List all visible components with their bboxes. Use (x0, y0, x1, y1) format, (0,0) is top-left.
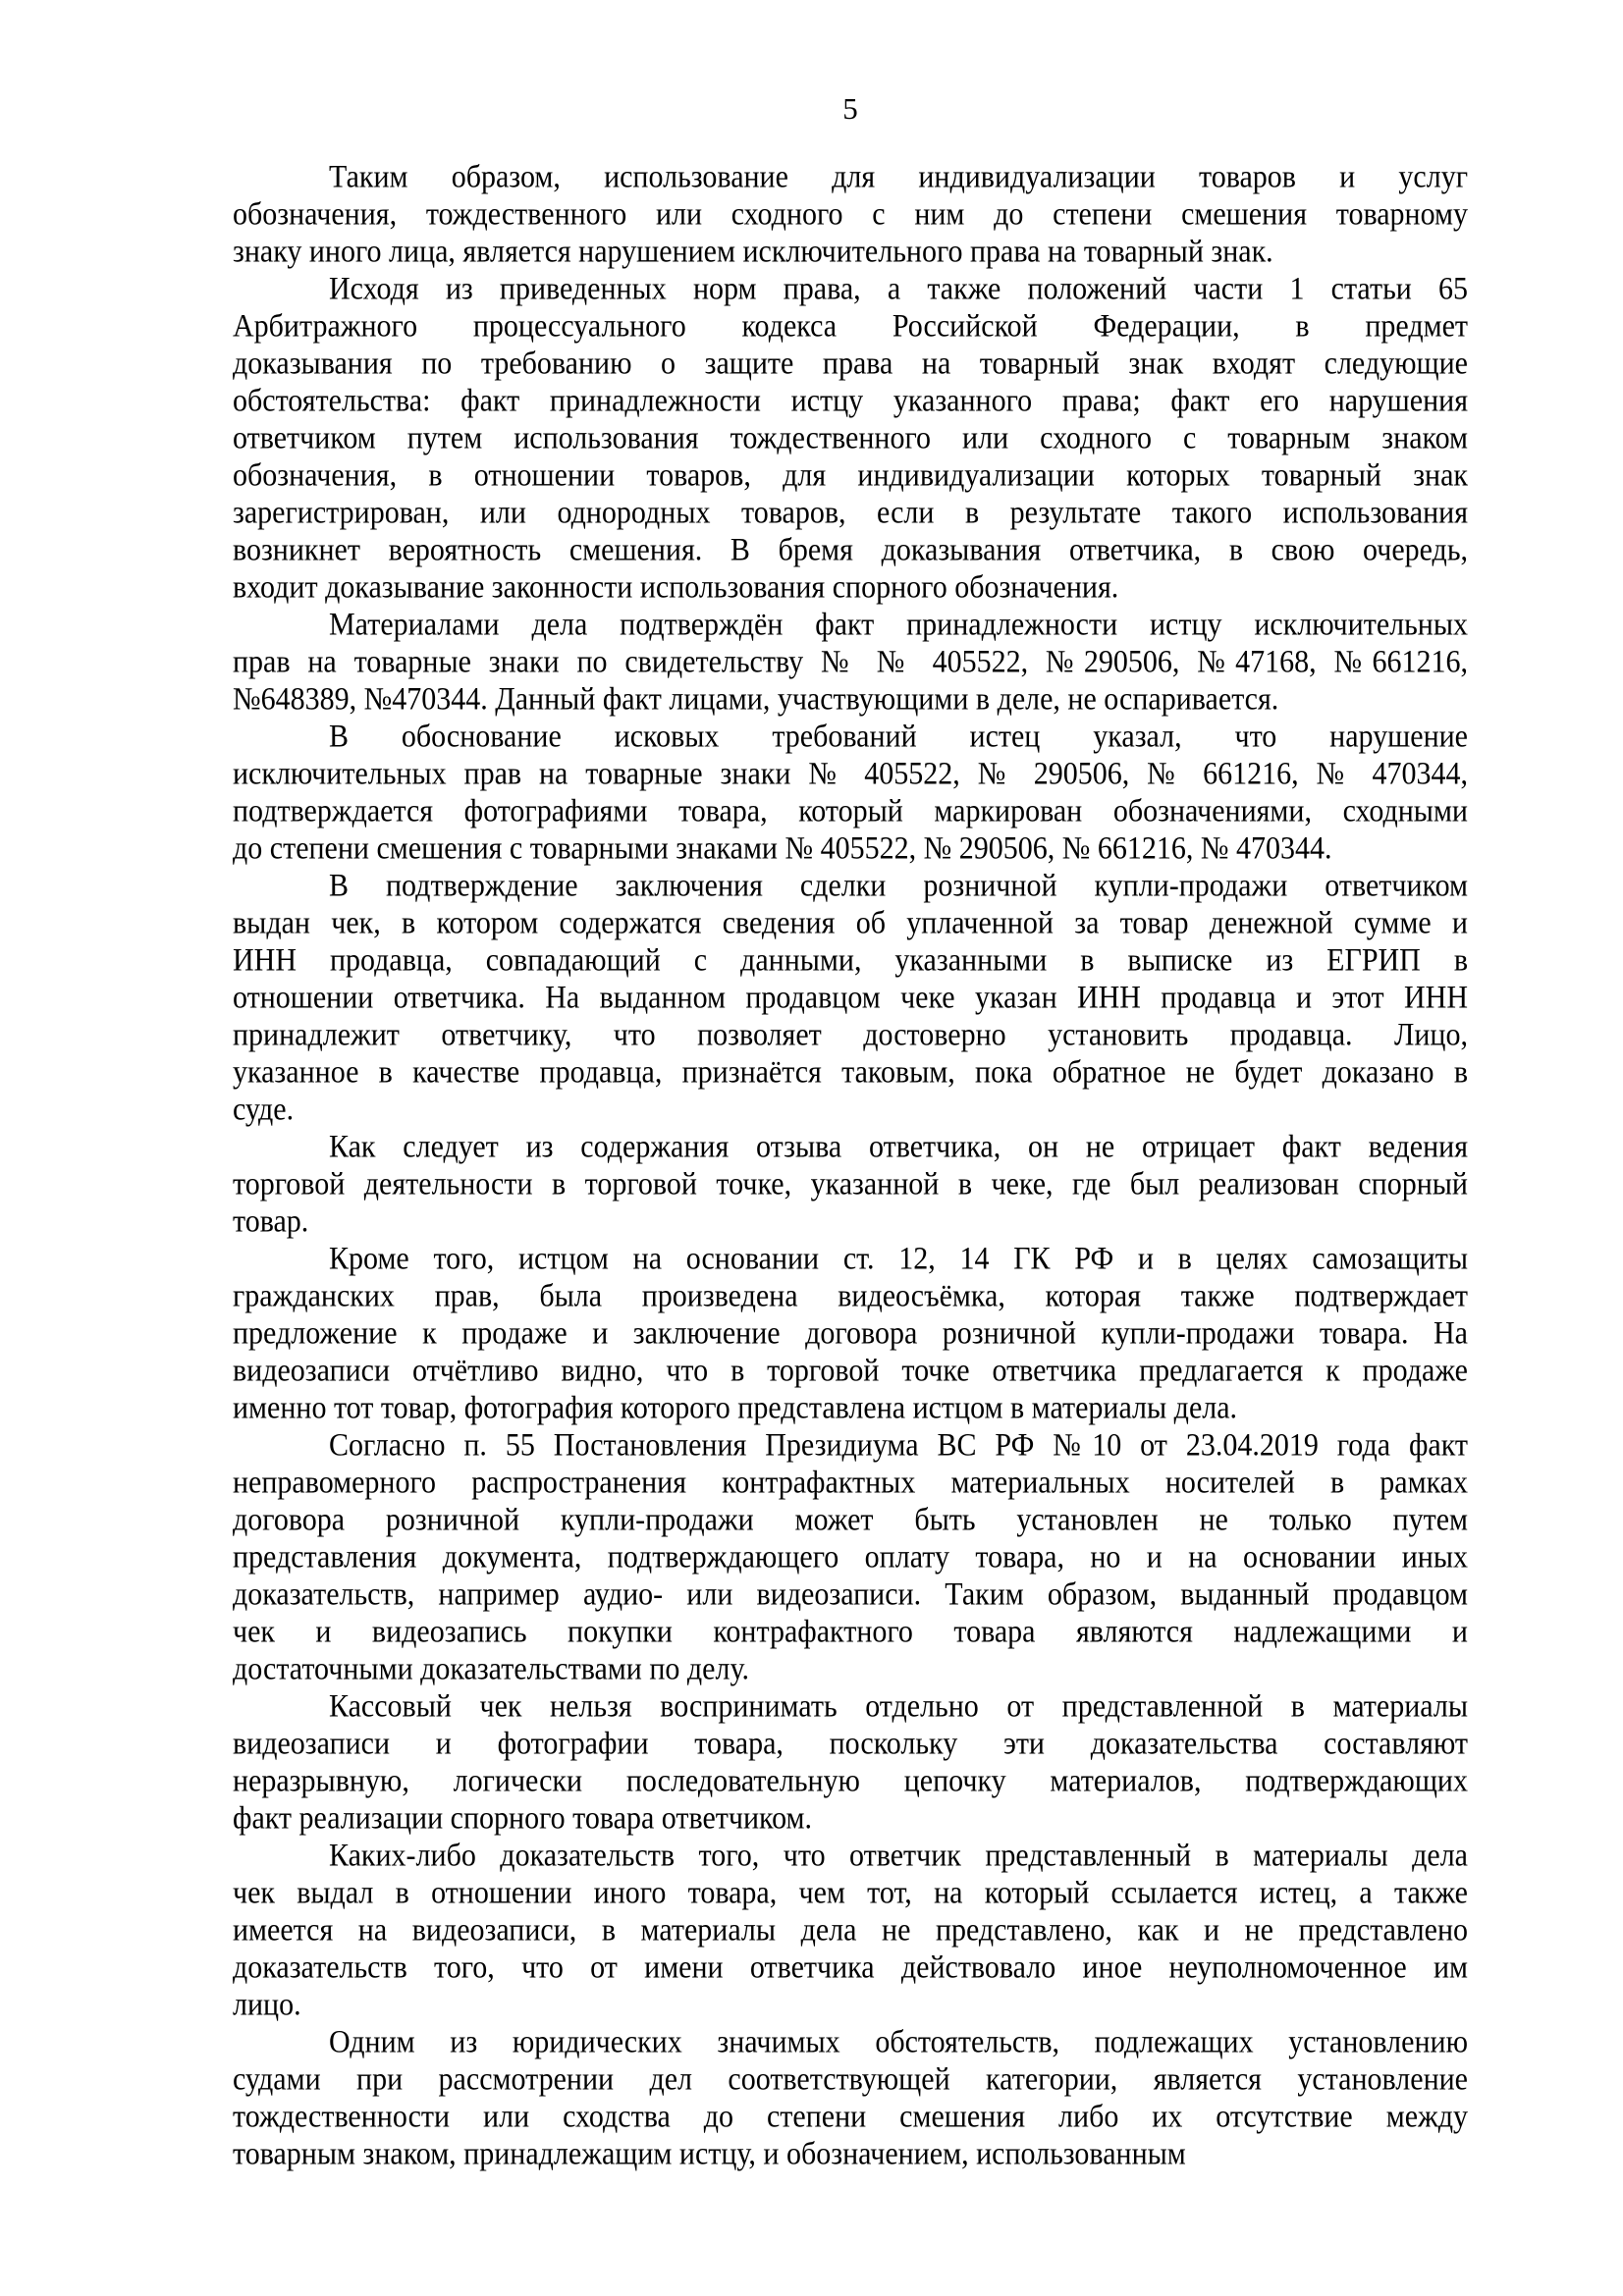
text-line: до степени смешения с товарными знаками № 405522, № 290506, № 661216, № 470344. (233, 830, 1332, 867)
text-line: Исходя из приведенных норм права, а также положений части 1 статьи 65 (329, 271, 1468, 307)
paragraph (233, 719, 1468, 868)
text-line: имеется на видеозаписи, в материалы дела не представлено, как и не представлено (233, 1912, 1468, 1949)
text-line: выдан чек, в котором содержатся сведения об уплаченной за товар денежной сумме и (233, 905, 1468, 941)
text-line: Кассовый чек нельзя воспринимать отдельно от представленной в материалы (329, 1688, 1468, 1725)
text-line: принадлежит ответчику, что позволяет достоверно установить продавца. Лицо, (233, 1017, 1468, 1053)
text-line: договора розничной купли-продажи может быть установлен не только путем (233, 1502, 1468, 1538)
text-line: доказательств, например аудио- или видеозаписи. Таким образом, выданный продавцом (233, 1576, 1468, 1613)
text-line: предложение к продаже и заключение договора розничной купли-продажи товара. На (233, 1315, 1468, 1352)
text-line: видеозаписи отчётливо видно, что в торговой точке ответчика предлагается к продаже (233, 1353, 1468, 1389)
paragraph (233, 159, 1468, 271)
paragraph (233, 1129, 1468, 1241)
text-line: факт реализации спорного товара ответчиком. (233, 1800, 812, 1837)
text-line: В подтверждение заключения сделки розничной купли-продажи ответчиком (329, 868, 1468, 904)
text-line: чек выдал в отношении иного товара, чем тот, на который ссылается истец, а также (233, 1875, 1468, 1911)
text-line: отношении ответчика. На выданном продавцом чеке указан ИНН продавца и этот ИНН (233, 980, 1468, 1016)
paragraph (233, 271, 1468, 607)
document-body (233, 159, 1468, 2173)
text-line: зарегистрирован, или однородных товаров, если в результате такого использования (233, 495, 1468, 531)
text-line: подтверждается фотографиями товара, который маркирован обозначениями, сходными (233, 793, 1468, 829)
text-line: исключительных прав на товарные знаки № 405522, № 290506, № 661216, № 470344, (233, 756, 1468, 792)
text-line: знаку иного лица, является нарушением исключительного права на товарный знак. (233, 234, 1273, 270)
text-line: суде. (233, 1092, 295, 1128)
text-line: именно тот товар, фотография которого представлена истцом в материалы дела. (233, 1390, 1238, 1426)
text-line: входит доказывание законности использования спорного обозначения. (233, 569, 1119, 606)
text-line: неразрывную, логически последовательную цепочку материалов, подтверждающих (233, 1763, 1468, 1799)
text-line: №648389, №470344. Данный факт лицами, участвующими в деле, не оспаривается. (233, 681, 1279, 718)
text-line: неправомерного распространения контрафактных материальных носителей в рамках (233, 1465, 1468, 1501)
paragraph (233, 868, 1468, 1129)
paragraph (233, 1688, 1468, 1838)
text-line: Каких-либо доказательств того, что ответчик представленный в материалы дела (329, 1838, 1468, 1874)
text-line: доказывания по требованию о защите права на товарный знак входят следующие (233, 346, 1468, 382)
paragraph (233, 2024, 1468, 2173)
text-line: видеозаписи и фотографии товара, поскольку эти доказательства составляют (233, 1726, 1468, 1762)
text-line: товар. (233, 1203, 309, 1240)
text-line: указанное в качестве продавца, признаётся таковым, пока обратное не будет доказано в (233, 1054, 1468, 1091)
text-line: Кроме того, истцом на основании ст. 12, 14 ГК РФ и в целях самозащиты (329, 1241, 1468, 1277)
paragraph (233, 1427, 1468, 1688)
text-line: В обоснование исковых требований истец указал, что нарушение (329, 719, 1468, 755)
paragraph (233, 1241, 1468, 1427)
page-number: 5 (842, 91, 858, 126)
text-line: Как следует из содержания отзыва ответчика, он не отрицает факт ведения (329, 1129, 1468, 1165)
text-line: ответчиком путем использования тождественного или сходного с товарным знаком (233, 420, 1468, 456)
text-line: обозначения, тождественного или сходного с ним до степени смешения товарному (233, 196, 1468, 233)
text-line: обозначения, в отношении товаров, для индивидуализации которых товарный знак (233, 457, 1468, 494)
text-line: ИНН продавца, совпадающий с данными, указанными в выписке из ЕГРИП в (233, 942, 1468, 979)
text-line: гражданских прав, была произведена видеосъёмка, которая также подтверждает (233, 1278, 1468, 1314)
text-line: достаточными доказательствами по делу. (233, 1651, 749, 1687)
text-line: Материалами дела подтверждён факт принадлежности истцу исключительных (329, 607, 1468, 643)
text-line: Таким образом, использование для индивидуализации товаров и услуг (329, 159, 1468, 195)
text-line: возникнет вероятность смешения. В бремя доказывания ответчика, в свою очередь, (233, 532, 1468, 568)
paragraph (233, 1838, 1468, 2024)
text-line: торговой деятельности в торговой точке, указанной в чеке, где был реализован спорный (233, 1166, 1468, 1202)
paragraph (233, 607, 1468, 719)
text-line: Арбитражного процессуального кодекса Российской Федерации, в предмет (233, 308, 1468, 345)
text-line: товарным знаком, принадлежащим истцу, и обозначением, использованным (233, 2136, 1186, 2172)
text-line: Одним из юридических значимых обстоятельств, подлежащих установлению (329, 2024, 1468, 2060)
text-line: чек и видеозапись покупки контрафактного товара являются надлежащими и (233, 1614, 1468, 1650)
text-line: лицо. (233, 1987, 301, 2023)
text-line: представления документа, подтверждающего оплату товара, но и на основании иных (233, 1539, 1468, 1575)
text-line: судами при рассмотрении дел соответствующей категории, является установление (233, 2061, 1468, 2098)
text-line: обстоятельства: факт принадлежности истцу указанного права; факт его нарушения (233, 383, 1468, 419)
text-line: Согласно п. 55 Постановления Президиума ВС РФ №10 от 23.04.2019 года факт (329, 1427, 1468, 1464)
text-line: прав на товарные знаки по свидетельству № № 405522, №290506, №47168, №661216, (233, 644, 1468, 680)
text-line: тождественности или сходства до степени смешения либо их отсутствие между (233, 2099, 1468, 2135)
text-line: доказательств того, что от имени ответчика действовало иное неуполномоченное им (233, 1949, 1468, 1986)
